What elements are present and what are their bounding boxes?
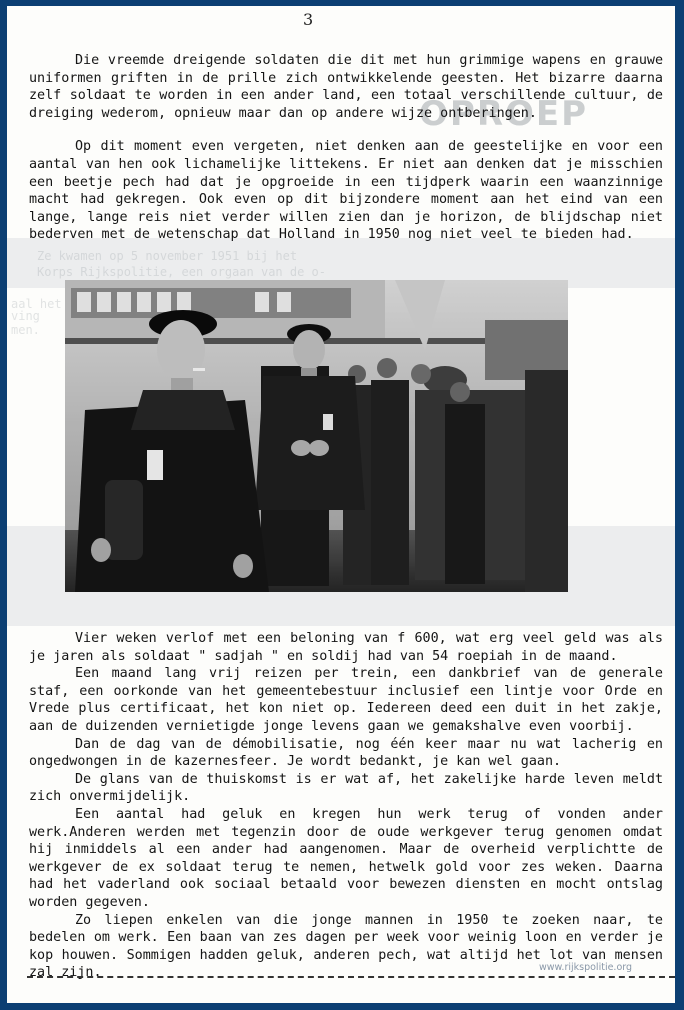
bleed-through-text: aal het: [11, 297, 62, 311]
dashed-divider: [27, 976, 675, 978]
photo-illustration: [65, 280, 568, 592]
paragraph: Dan de dag van de démobilisatie, nog één keer maar nu wat lacherig en ongedwongen in de kazernesfeer. Je wordt bedankt, je kan wel gaan.: [29, 736, 663, 770]
paragraph: Zo liepen enkelen van die jonge mannen in 1950 te zoeken naar, te bedelen om werk. Een baan van zes dagen per week voor weinig loon en verder je kop houwen. Sommigen hadden geluk, anderen pech, wat altijd het lot van mensen zal zijn.: [29, 912, 663, 981]
historical-photo: [65, 280, 568, 592]
document-page: [7, 6, 675, 1003]
paragraph: Een maand lang vrij reizen per trein, een dankbrief van de generale staf, een oorkonde van het gemeentebestuur inclusief een lintje voor Orde en Vrede plus certificaat, het kon niet op. Iedereen deed een duit in het zakje, aan de duizenden vernietigde jonge levens gaan we gemakshalve even voorbij.: [29, 666, 663, 734]
bleed-through-text: Korps Rijkspolitie, een orgaan van de o-: [37, 265, 326, 279]
paragraph: Vier weken verlof met een beloning van f 600, wat erg veel geld was als je jaren als soldaat " sadjah " en soldij had van 54 roepiah in de maand.: [29, 631, 663, 664]
paragraph: De glans van de thuiskomst is er wat af, het zakelijke harde leven meldt zich onvermijdelijk.: [29, 771, 663, 805]
page-number: 3: [303, 10, 314, 29]
bleed-through-heading: OPROEP: [419, 94, 589, 134]
bleed-through-text: ving: [11, 309, 40, 323]
bleed-through-text: men.: [11, 323, 40, 337]
paragraph: Die vreemde dreigende soldaten die dit met hun grimmige wapens en grauwe uniformen griften in de prille zich ontwikkelende geesten. Het bizarre daarna zelf soldaat te worden in een ander land, een totaal verschillende cultuur, de dreiging wederom, opnieuw maar dan op andere wijze ontberingen.: [29, 53, 663, 121]
text-block-top: [29, 52, 663, 244]
paragraph: Op dit moment even vergeten, niet denken aan de geestelijke en voor een aantal van hen ook lichamelijke littekens. Er niet aan denken dat je misschien een beetje pech had dat je opgroeide in een tijdperk waarin een waanzinnige macht had gekregen. Ook even op dit bijzondere moment aan het eind van een lange, lange reis niet verder willen zien dan je horizon, de blijdschap niet bederven met de wetenschap dat Holland in 1950 nog niet veel te bieden had.: [29, 139, 663, 243]
paragraph: Een aantal had geluk en kregen hun werk terug of vonden ander werk.Anderen werden met tegenzin door de oude werkgever terug genomen omdat hij inmiddels al een ander had aangenomen. Maar de overheid verplichtte de werkgever de ex soldaat terug te nemen, hetwelk gold voor zes weken. Daarna had het vaderland ook sociaal betaald voor bewezen diensten en mocht ontslag worden gegeven.: [29, 806, 663, 910]
bleed-through-text: Ze kwamen op 5 november 1951 bij het: [37, 249, 298, 263]
text-block-bottom: [29, 630, 663, 982]
watermark-credit: www.rijkspolitie.org: [539, 962, 633, 973]
